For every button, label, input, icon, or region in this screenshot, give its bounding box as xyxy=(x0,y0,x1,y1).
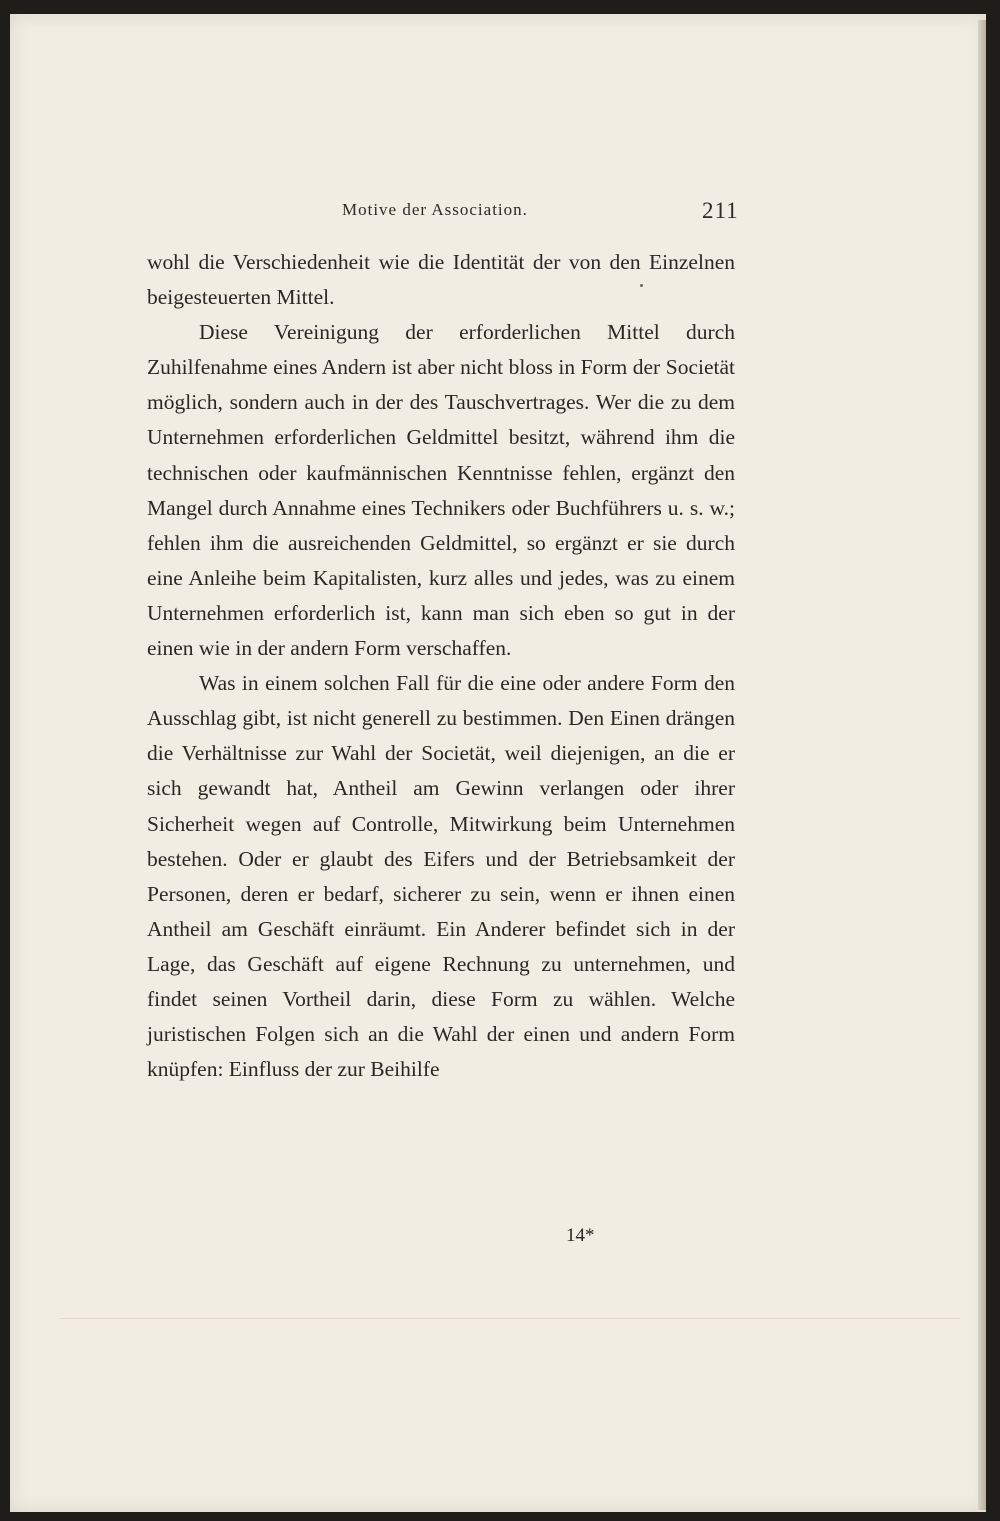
paragraph-continuation: wohl die Verschiedenheit wie die Identität der von den Einzelnen beigesteuerten Mittel. xyxy=(147,250,735,310)
paper-edge xyxy=(978,20,986,1510)
signature-mark: 14* xyxy=(566,1225,595,1246)
body-text xyxy=(147,245,735,1087)
page-number: 211 xyxy=(702,198,739,223)
running-head xyxy=(147,192,747,232)
paragraph: Was in einem solchen Fall für die eine oder andere Form den Ausschlag gibt, ist nicht generell zu bestimmen. Den Einen drängen die Verhältnisse zur Wahl der Societät, weil diejenigen, an die er sich gewandt hat, Antheil am Gewinn verlangen oder ihrer Sicherheit wegen auf Controlle, Mitwirkung beim Unternehmen bestehen. Oder er glaubt des Eifers und der Betriebsamkeit der Personen, deren er bedarf, sicherer zu sein, wenn er ihnen einen Antheil am Geschäft einräumt. Ein Anderer befindet sich in der Lage, das Geschäft auf eigene Rechnung zu unternehmen, und findet seinen Vortheil darin, diese Form zu wählen. Welche juristischen Folgen sich an die Wahl der einen und andern Form knüpfen: Einfluss der zur Beihilfe xyxy=(147,671,735,1082)
running-title: Motive der Association. xyxy=(342,200,528,219)
fold-line xyxy=(60,1318,960,1319)
paragraph: Diese Vereinigung der erforderlichen Mittel durch Zuhilfenahme eines Andern ist aber nicht bloss in Form der Societät möglich, sondern auch in der des Tauschvertrages. Wer die zu dem Unternehmen erforderlichen Geldmittel besitzt, während ihm die technischen oder kaufmännischen Kenntnisse fehlen, ergänzt den Mangel durch Annahme eines Technikers oder Buchführers u. s. w.; fehlen ihm die ausreichenden Geldmittel, so ergänzt er sie durch eine Anleihe beim Kapitalisten, kurz alles und jedes, was zu einem Unternehmen erforderlich ist, kann man sich eben so gut in der einen wie in der andern Form verschaffen. xyxy=(147,320,735,661)
paper-speck xyxy=(640,284,643,287)
